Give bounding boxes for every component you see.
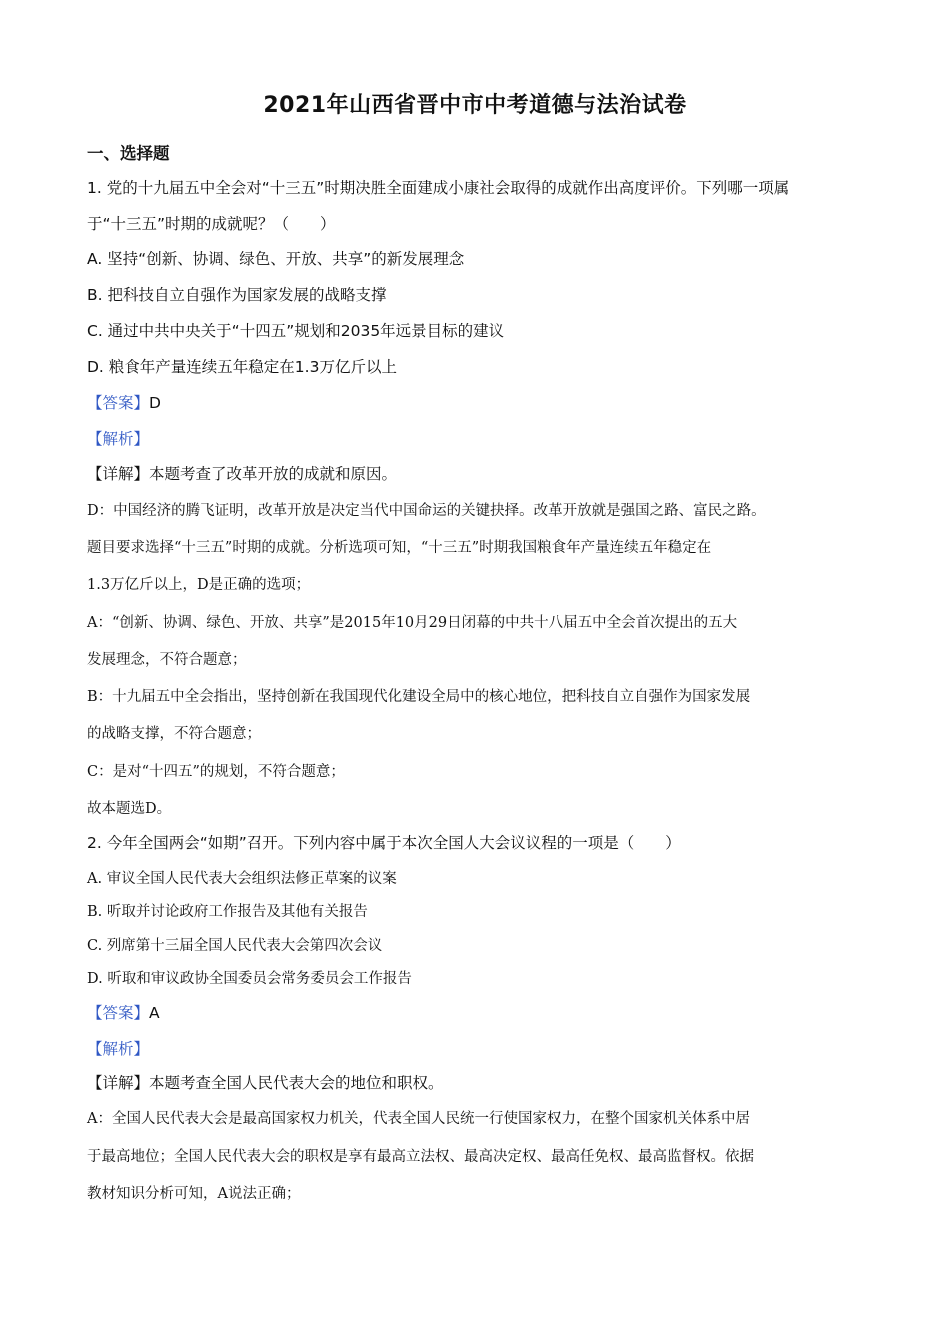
q1-explain-line-1: 【详解】本题考查了改革开放的成就和原因。 [87,465,398,483]
answer-value: D [149,394,161,412]
q1-analysis-tag: 【解析】 [87,430,150,448]
q1-option-b: B. 把科技自立自强作为国家发展的战略支撑 [87,286,387,304]
document-title: 2021年山西省晋中市中考道德与法治试卷 [263,93,687,118]
q2-stem: 2. 今年全国两会“如期”召开。下列内容中属于本次全国人大会议议程的一项是（ ） [87,834,681,852]
q1-stem-line-1: 1. 党的十九届五中全会对“十三五”时期决胜全面建成小康社会取得的成就作出高度评价。下列哪一项属 [87,179,790,197]
q1-explain-line-2: D：中国经济的腾飞证明，改革开放是决定当代中国命运的关键抉择。改革开放就是强国之路、富民之路。 [87,503,766,519]
answer-tag: 【答案】 [87,394,150,412]
q2-option-d: D. 听取和审议政协全国委员会常务委员会工作报告 [87,971,412,987]
q2-explain-line-3: 于最高地位；全国人民代表大会的职权是享有最高立法权、最高决定权、最高任免权、最高监督权。依据 [87,1149,754,1165]
q2-analysis-tag: 【解析】 [87,1040,150,1058]
q1-option-d: D. 粮食年产量连续五年稳定在1.3万亿斤以上 [87,358,397,376]
q1-explain-line-6: 发展理念，不符合题意； [87,652,247,668]
q2-option-c: C. 列席第十三届全国人民代表大会第四次会议 [87,938,383,954]
answer-tag: 【答案】 [87,1004,150,1022]
q1-explain-line-7: B：十九届五中全会指出，坚持创新在我国现代化建设全局中的核心地位，把科技自立自强作为国家发展 [87,689,751,705]
q1-explain-line-4: 1.3万亿斤以上，D是正确的选项； [87,577,311,593]
section-heading: 一、选择题 [87,144,170,163]
q1-option-c: C. 通过中共中央关于“十四五”规划和2035年远景目标的建议 [87,322,505,340]
q1-option-a: A. 坚持“创新、协调、绿色、开放、共享”的新发展理念 [87,250,465,268]
answer-value: A [149,1004,160,1022]
q2-explain-line-1: 【详解】本题考查全国人民代表大会的地位和职权。 [87,1074,444,1092]
q1-explain-line-8: 的战略支撑，不符合题意； [87,726,261,742]
q2-explain-line-2: A：全国人民代表大会是最高国家权力机关，代表全国人民统一行使国家权力，在整个国家机关体系中居 [87,1111,750,1127]
q1-explain-line-10: 故本题选D。 [87,801,172,817]
q1-explain-line-9: C：是对“十四五”的规划，不符合题意； [87,764,345,780]
q1-explain-line-3: 题目要求选择“十三五”时期的成就。分析选项可知，“十三五”时期我国粮食年产量连续五年稳定在 [87,540,712,556]
q2-answer [87,1003,160,1023]
q1-stem-line-2: 于“十三五”时期的成就呢？（ ） [87,215,336,233]
q2-explain-line-4: 教材知识分析可知，A说法正确； [87,1186,301,1202]
q1-explain-line-5: A：“创新、协调、绿色、开放、共享”是2015年10月29日闭幕的中共十八届五中全会首次提出的五大 [87,615,738,631]
q2-option-b: B. 听取并讨论政府工作报告及其他有关报告 [87,904,368,920]
q2-option-a: A. 审议全国人民代表大会组织法修正草案的议案 [87,871,397,887]
q1-answer [87,393,161,413]
